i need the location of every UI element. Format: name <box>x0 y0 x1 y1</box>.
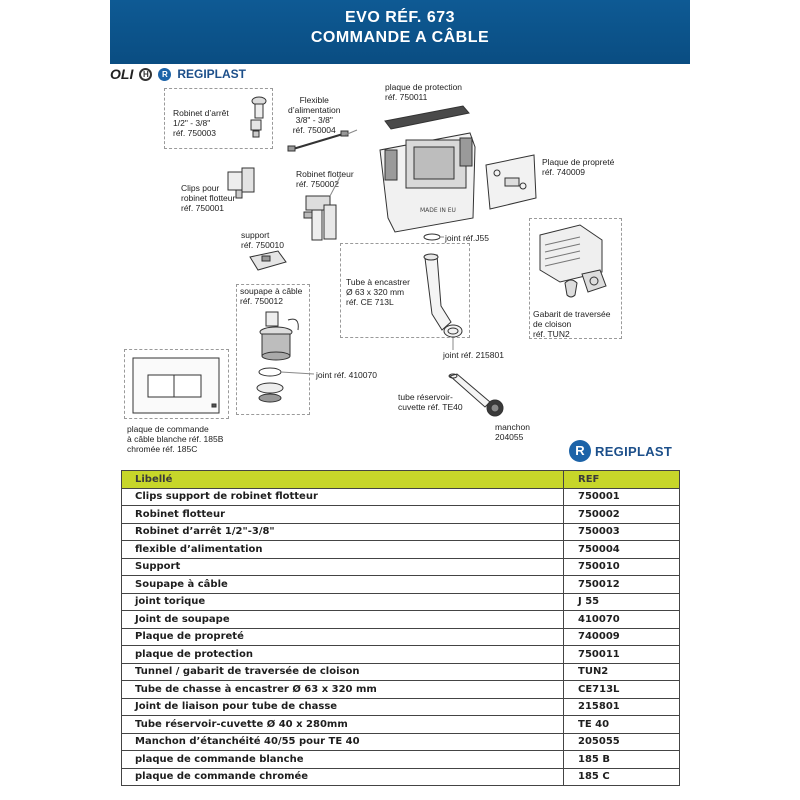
cell-ref: 750002 <box>564 506 680 524</box>
cell-ref: 750003 <box>564 523 680 541</box>
cell-libelle: plaque de commande blanche <box>122 751 564 769</box>
cell-ref: J 55 <box>564 593 680 611</box>
regiplast-logo: R REGIPLAST <box>569 440 672 462</box>
plaque-protection-drawing <box>385 106 469 129</box>
regiplast-small-icon: R <box>158 68 171 81</box>
support-drawing <box>250 251 286 270</box>
robinet-arret-drawing <box>251 97 266 137</box>
tube-reservoir-drawing <box>449 374 490 407</box>
manchon-drawing <box>487 400 503 416</box>
soupape-drawing <box>260 312 298 360</box>
robinet-flotteur-drawing <box>304 196 336 240</box>
oli-h-icon: H <box>139 68 152 81</box>
table-row <box>122 698 680 716</box>
cell-libelle: Tunnel / gabarit de traversée de cloison <box>122 663 564 681</box>
label-joint-410070: joint réf. 410070 <box>316 370 377 380</box>
label-tube-encastrer: Tube à encastrer Ø 63 x 320 mm réf. CE 713L <box>346 277 410 307</box>
column-header-libelle: Libellé <box>122 471 564 489</box>
cell-libelle: Tube de chasse à encastrer Ø 63 x 320 mm <box>122 681 564 699</box>
label-robinet-flotteur: Robinet flotteur réf. 750002 <box>296 169 354 189</box>
cell-ref: 205055 <box>564 733 680 751</box>
tube-encastrer-drawing <box>424 254 451 330</box>
table-row <box>122 716 680 734</box>
label-gabarit: Gabarit de traversée de cloison réf. TUN2 <box>533 309 611 339</box>
cell-libelle: Plaque de propreté <box>122 628 564 646</box>
table-row <box>122 593 680 611</box>
cell-ref: 750001 <box>564 488 680 506</box>
table-row <box>122 523 680 541</box>
label-manchon: manchon 204055 <box>495 422 530 442</box>
clips-drawing <box>228 168 254 198</box>
label-soupape: soupape à câble réf. 750012 <box>240 286 303 306</box>
table-row <box>122 558 680 576</box>
cell-libelle: Tube réservoir-cuvette Ø 40 x 280mm <box>122 716 564 734</box>
table-row <box>122 611 680 629</box>
cell-ref: 750004 <box>564 541 680 559</box>
document-subtitle: COMMANDE A CÂBLE <box>310 29 490 46</box>
table-row <box>122 488 680 506</box>
label-joint-215801: joint réf. 215801 <box>443 350 504 360</box>
table-row <box>122 768 680 786</box>
label-plaque-commande: plaque de commande à câble blanche réf. 185B chromée réf. 185C <box>127 424 224 454</box>
table-row <box>122 733 680 751</box>
label-clips: Clips pour robinet flotteur réf. 750001 <box>181 183 236 213</box>
cell-ref: 750012 <box>564 576 680 594</box>
table-row <box>122 681 680 699</box>
oli-logo: OLI <box>110 66 134 82</box>
cell-ref: 750010 <box>564 558 680 576</box>
cell-libelle: Support <box>122 558 564 576</box>
table-row <box>122 541 680 559</box>
label-support: support réf. 750010 <box>241 230 285 250</box>
table-row <box>122 628 680 646</box>
flexible-drawing <box>288 131 348 151</box>
cell-ref: 410070 <box>564 611 680 629</box>
cell-libelle: plaque de protection <box>122 646 564 664</box>
cell-ref: 215801 <box>564 698 680 716</box>
plaque-proprete-drawing <box>486 155 536 209</box>
plaque-commande-drawing <box>133 358 219 413</box>
cell-libelle: Robinet flotteur <box>122 506 564 524</box>
cell-ref: TE 40 <box>564 716 680 734</box>
regiplast-small-logo: REGIPLAST <box>177 67 247 81</box>
label-plaque-protection: plaque de protection réf. 750011 <box>385 82 463 102</box>
cell-libelle: Clips support de robinet flotteur <box>122 488 564 506</box>
gabarit-drawing <box>540 225 606 297</box>
cell-libelle: joint torique <box>122 593 564 611</box>
cell-libelle: Robinet d’arrêt 1/2"-3/8" <box>122 523 564 541</box>
joint-215801-drawing <box>444 325 462 337</box>
cell-libelle: flexible d’alimentation <box>122 541 564 559</box>
cell-libelle: Joint de soupape <box>122 611 564 629</box>
table-row <box>122 751 680 769</box>
cell-ref: CE713L <box>564 681 680 699</box>
parts-table <box>121 470 680 786</box>
table-row <box>122 506 680 524</box>
label-tube-reservoir: tube réservoir- cuvette réf. TE40 <box>398 392 463 412</box>
cell-ref: 750011 <box>564 646 680 664</box>
svg-text:MADE IN EU: MADE IN EU <box>420 207 456 214</box>
cell-ref: TUN2 <box>564 663 680 681</box>
document-title: EVO RÉF. 673 <box>344 9 456 26</box>
cistern-drawing <box>380 133 475 232</box>
cell-libelle: Manchon d’étanchéité 40/55 pour TE 40 <box>122 733 564 751</box>
joint-j55-drawing <box>424 234 440 240</box>
label-flexible: Flexible d’alimentation 3/8" - 3/8" réf. 750004 <box>288 95 341 135</box>
cell-ref: 185 B <box>564 751 680 769</box>
table-row <box>122 663 680 681</box>
cell-ref: 185 C <box>564 768 680 786</box>
joint-410070-drawing <box>257 368 283 402</box>
table-row <box>122 646 680 664</box>
label-robinet-arret: Robinet d’arrêt 1/2" - 3/8" réf. 750003 <box>173 108 229 138</box>
table-header-row <box>122 471 680 489</box>
label-plaque-proprete: Plaque de propreté réf. 740009 <box>542 157 615 177</box>
cell-libelle: plaque de commande chromée <box>122 768 564 786</box>
cell-libelle: Soupape à câble <box>122 576 564 594</box>
cell-libelle: Joint de liaison pour tube de chasse <box>122 698 564 716</box>
cell-ref: 740009 <box>564 628 680 646</box>
column-header-ref: REF <box>564 471 680 489</box>
label-joint-j55: joint réf.J55 <box>445 233 489 243</box>
regiplast-icon: R <box>569 440 591 462</box>
table-row <box>122 576 680 594</box>
